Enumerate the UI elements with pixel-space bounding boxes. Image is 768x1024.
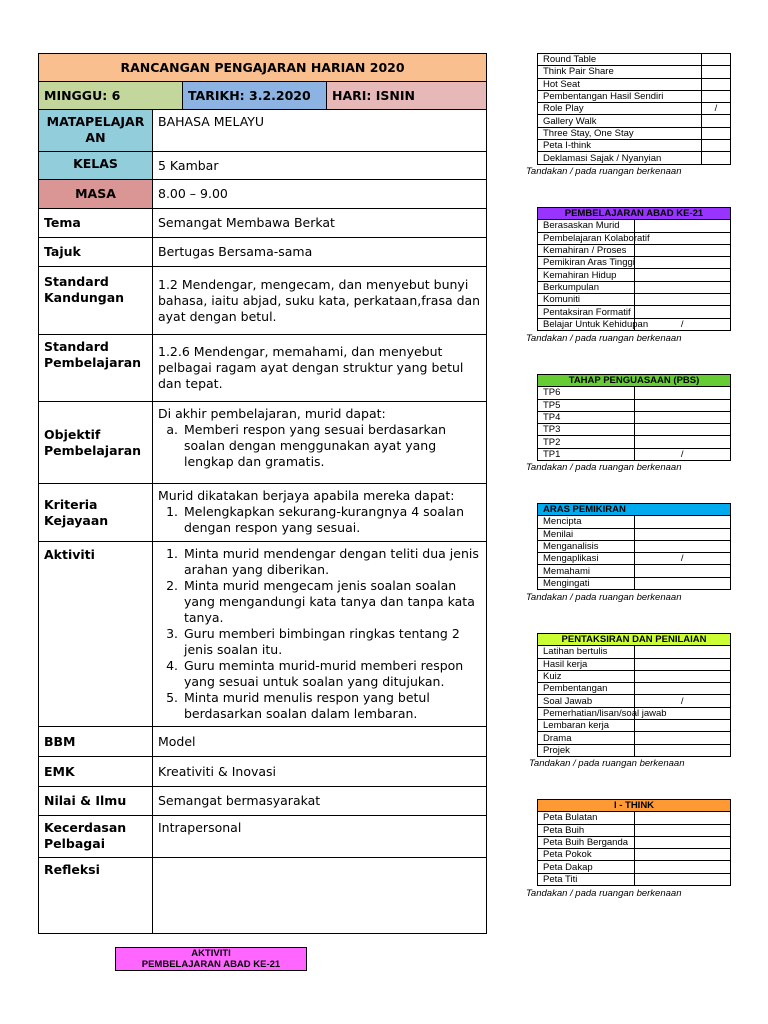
- checklist-item-label: Belajar Untuk Kehidupan: [538, 318, 635, 330]
- checklist-item-label: Peta Dakap: [538, 861, 635, 873]
- checklist-row: [538, 140, 731, 152]
- checklist-row: [538, 436, 731, 448]
- checklist-row: [538, 127, 731, 139]
- checklist-item-label: Menganalisis: [538, 540, 635, 552]
- checklist-mark-cell[interactable]: /: [702, 103, 731, 115]
- checklist-row: [538, 540, 731, 552]
- checklist-mark-cell[interactable]: [702, 54, 731, 66]
- criteria-label: Kriteria Kejayaan: [39, 484, 153, 542]
- pbs-header: TAHAP PENGUASAAN (PBS): [538, 375, 731, 387]
- checklist-item-label: Deklamasi Sajak / Nyanyian: [538, 152, 702, 164]
- mark-instruction-note: Tandakan / pada ruangan berkenaan: [526, 462, 682, 473]
- checklist-mark-cell[interactable]: [634, 720, 731, 732]
- checklist-mark-cell[interactable]: [702, 115, 731, 127]
- checklist-item-label: Soal Jawab: [538, 695, 635, 707]
- criteria-list: [158, 504, 481, 536]
- checklist-item-label: TP6: [538, 387, 635, 399]
- checklist-row: [538, 670, 731, 682]
- checklist-row: [538, 695, 731, 707]
- checklist-row: [538, 294, 731, 306]
- activities-list: [158, 546, 481, 722]
- checklist-mark-cell[interactable]: [634, 836, 731, 848]
- checklist-item-label: Komuniti: [538, 294, 635, 306]
- checklist-mark-cell[interactable]: [634, 683, 731, 695]
- checklist-mark-cell[interactable]: [634, 658, 731, 670]
- time-value: 8.00 – 9.00: [153, 180, 487, 209]
- checklist-item-label: Hasil kerja: [538, 658, 635, 670]
- checklist-item-label: Drama: [538, 732, 635, 744]
- checklist-item-label: TP3: [538, 424, 635, 436]
- checklist-item-label: Round Table: [538, 54, 702, 66]
- topic-label: Tajuk: [39, 238, 153, 267]
- checklist-row: [538, 399, 731, 411]
- checklist-row: [538, 516, 731, 528]
- checklist-mark-cell[interactable]: [702, 152, 731, 164]
- checklist-row: [538, 646, 731, 658]
- assessment-header: PENTAKSIRAN DAN PENILAIAN: [538, 634, 731, 646]
- activities-cell: [153, 542, 487, 727]
- checklist-mark-cell[interactable]: [634, 577, 731, 589]
- checklist-row: [538, 528, 731, 540]
- checklist-mark-cell[interactable]: [634, 861, 731, 873]
- checklist-row: [538, 269, 731, 281]
- checklist-mark-cell[interactable]: [634, 281, 731, 293]
- bbm-label: BBM: [39, 727, 153, 757]
- checklist-mark-cell[interactable]: [634, 516, 731, 528]
- checklist-row: [538, 577, 731, 589]
- ithink-header: I - THINK: [538, 800, 731, 812]
- activity-item: 4. Guru meminta murid-murid memberi respon yang sesuai untuk soalan yang ditujukan.: [182, 658, 481, 690]
- checklist-row: [538, 232, 731, 244]
- checklist-mark-cell[interactable]: [634, 294, 731, 306]
- checklist-mark-cell[interactable]: [634, 306, 731, 318]
- checklist-row: [538, 658, 731, 670]
- checklist-item-label: Kemahiran / Proses: [538, 244, 635, 256]
- learning-standard-label: Standard Pembelajaran: [39, 335, 153, 402]
- reflection-value: [153, 858, 487, 934]
- checklist-mark-cell[interactable]: [634, 244, 731, 256]
- date-field: TARIKH: 3.2.2020: [183, 82, 327, 110]
- checklist-row: [538, 744, 731, 756]
- checklist-row: [538, 90, 731, 102]
- criteria-intro: Murid dikatakan berjaya apabila mereka dapat:: [158, 488, 455, 503]
- checklist-mark-cell[interactable]: [634, 565, 731, 577]
- checklist-mark-cell[interactable]: [634, 824, 731, 836]
- checklist-row: [538, 103, 731, 115]
- checklist-item-label: Kemahiran Hidup: [538, 269, 635, 281]
- checklist-mark-cell[interactable]: [702, 90, 731, 102]
- checklist-item-label: Mengingati: [538, 577, 635, 589]
- checklist-item-label: Mengaplikasi: [538, 553, 635, 565]
- checklist-row: [538, 281, 731, 293]
- checklist-row: [538, 152, 731, 164]
- mark-instruction-note: Tandakan / pada ruangan berkenaan: [526, 888, 682, 899]
- checklist-row: [538, 387, 731, 399]
- checklist-row: [538, 565, 731, 577]
- checklist-item-label: Think Pair Share: [538, 66, 702, 78]
- checklist-row: [538, 448, 731, 460]
- content-standard-label: Standard Kandungan: [39, 267, 153, 335]
- checklist-item-label: Hot Seat: [538, 78, 702, 90]
- checklist-mark-cell[interactable]: [634, 411, 731, 423]
- time-label: MASA: [39, 180, 153, 209]
- checklist-row: [538, 732, 731, 744]
- checklist-mark-cell[interactable]: [634, 220, 731, 232]
- criteria-cell: [153, 484, 487, 542]
- checklist-item-label: Pemikiran Aras Tinggi: [538, 257, 635, 269]
- checklist-mark-cell[interactable]: [634, 873, 731, 885]
- thinking-level-checklist: [537, 503, 731, 590]
- checklist-mark-cell[interactable]: [634, 269, 731, 281]
- checklist-row: [538, 220, 731, 232]
- checklist-row: [538, 306, 731, 318]
- pbs-checklist: [537, 374, 731, 461]
- checklist-item-label: TP4: [538, 411, 635, 423]
- checklist-item-label: Latihan bertulis: [538, 646, 635, 658]
- abad21-activity-label: [115, 947, 307, 971]
- checklist-mark-cell[interactable]: [702, 127, 731, 139]
- checklist-item-label: Menilai: [538, 528, 635, 540]
- checklist-row: [538, 720, 731, 732]
- week-field: MINGGU: 6: [39, 82, 183, 110]
- checklist-item-label: Peta Pokok: [538, 849, 635, 861]
- checklist-row: [538, 257, 731, 269]
- checklist-item-label: Projek: [538, 744, 635, 756]
- checklist-row: [538, 78, 731, 90]
- checklist-mark-cell[interactable]: [634, 528, 731, 540]
- activity-item: 3. Guru memberi bimbingan ringkas tentang 2 jenis soalan itu.: [182, 626, 481, 658]
- checklist-item-label: Peta I-think: [538, 140, 702, 152]
- checklist-row: [538, 849, 731, 861]
- checklist-mark-cell[interactable]: [634, 540, 731, 552]
- assessment-checklist: [537, 633, 731, 757]
- checklist-row: [538, 553, 731, 565]
- checklist-mark-cell[interactable]: /: [634, 448, 731, 460]
- checklist-row: [538, 424, 731, 436]
- checklist-row: [538, 824, 731, 836]
- day-field: HARI: ISNIN: [327, 82, 487, 110]
- checklist-item-label: Peta Buih Berganda: [538, 836, 635, 848]
- checklist-mark-cell[interactable]: [634, 732, 731, 744]
- checklist-row: [538, 318, 731, 330]
- intelligence-label: Kecerdasan Pelbagai: [39, 816, 153, 858]
- checklist-item-label: Pemerhatian/lisan/soal jawab: [538, 707, 635, 719]
- mark-instruction-note: Tandakan / pada ruangan berkenaan: [526, 166, 682, 177]
- checklist-row: [538, 861, 731, 873]
- checklist-row: [538, 707, 731, 719]
- reflection-label: Refleksi: [39, 858, 153, 934]
- checklist-mark-cell[interactable]: [634, 399, 731, 411]
- bbm-value: Model: [153, 727, 487, 757]
- checklist-item-label: Pembentangan: [538, 683, 635, 695]
- emk-value: Kreativiti & Inovasi: [153, 757, 487, 787]
- abad21-activity-line2: PEMBELAJARAN ABAD KE-21: [141, 959, 281, 970]
- checklist-item-label: Mencipta: [538, 516, 635, 528]
- plan-title: RANCANGAN PENGAJARAN HARIAN 2020: [39, 54, 487, 82]
- mark-instruction-note: Tandakan / pada ruangan berkenaan: [526, 592, 682, 603]
- objective-item: a. Memberi respon yang sesuai berdasarkan soalan dengan menggunakan ayat yang lengkap dan gramatis.: [182, 422, 481, 470]
- checklist-item-label: Memahami: [538, 565, 635, 577]
- values-label: Nilai & Ilmu: [39, 787, 153, 816]
- mark-instruction-note: Tandakan / pada ruangan berkenaan: [529, 758, 685, 769]
- objective-label: Objektif Pembelajaran: [39, 402, 153, 484]
- theme-value: Semangat Membawa Berkat: [153, 209, 487, 238]
- checklist-item-label: Lembaran kerja: [538, 720, 635, 732]
- lesson-plan-table: [38, 53, 487, 934]
- checklist-item-label: Peta Titi: [538, 873, 635, 885]
- checklist-mark-cell[interactable]: /: [634, 318, 731, 330]
- checklist-item-label: TP2: [538, 436, 635, 448]
- checklist-row: [538, 411, 731, 423]
- checklist-row: [538, 683, 731, 695]
- checklist-mark-cell[interactable]: [634, 424, 731, 436]
- class-label: KELAS: [39, 152, 153, 180]
- abad21-activity-line1: AKTIVITI: [191, 948, 231, 959]
- content-standard-value: 1.2 Mendengar, mengecam, dan menyebut bunyi bahasa, iaitu abjad, suku kata, perkataan,frasa dan ayat dengan betul.: [153, 267, 487, 335]
- checklist-mark-cell[interactable]: [634, 646, 731, 658]
- strategies-checklist: [537, 53, 731, 165]
- checklist-row: [538, 54, 731, 66]
- checklist-item-label: Berkumpulan: [538, 281, 635, 293]
- checklist-mark-cell[interactable]: [634, 849, 731, 861]
- checklist-item-label: TP1: [538, 448, 635, 460]
- thinking-header: ARAS PEMIKIRAN: [538, 504, 731, 516]
- checklist-item-label: Pembelajaran Kolaboratif: [538, 232, 635, 244]
- subject-value: BAHASA MELAYU: [153, 110, 487, 152]
- abad21-header: PEMBELAJARAN ABAD KE-21: [538, 208, 731, 220]
- class-value: 5 Kambar: [153, 152, 487, 180]
- checklist-item-label: Gallery Walk: [538, 115, 702, 127]
- checklist-mark-cell[interactable]: [634, 670, 731, 682]
- theme-label: Tema: [39, 209, 153, 238]
- objective-intro: Di akhir pembelajaran, murid dapat:: [158, 406, 386, 421]
- checklist-item-label: Pembentangan Hasil Sendiri: [538, 90, 702, 102]
- ithink-checklist: [537, 799, 731, 886]
- checklist-mark-cell[interactable]: [634, 744, 731, 756]
- checklist-row: [538, 836, 731, 848]
- checklist-row: [538, 244, 731, 256]
- abad21-checklist: [537, 207, 731, 331]
- learning-standard-value: 1.2.6 Mendengar, memahami, dan menyebut pelbagai ragam ayat dengan struktur yang betul dan tepat.: [153, 335, 487, 402]
- checklist-mark-cell[interactable]: [702, 78, 731, 90]
- subject-label: MATAPELAJARAN: [39, 110, 153, 152]
- checklist-row: [538, 66, 731, 78]
- checklist-item-label: Peta Buih: [538, 824, 635, 836]
- checklist-mark-cell[interactable]: [634, 387, 731, 399]
- checklist-mark-cell[interactable]: /: [634, 553, 731, 565]
- objective-cell: [153, 402, 487, 484]
- checklist-mark-cell[interactable]: [634, 812, 731, 824]
- checklist-mark-cell[interactable]: [702, 66, 731, 78]
- checklist-item-label: Role Play: [538, 103, 702, 115]
- checklist-item-label: Kuiz: [538, 670, 635, 682]
- activity-item: 2. Minta murid mengecam jenis soalan soalan yang mengandungi kata tanya dan tanpa kata tanya.: [182, 578, 481, 626]
- topic-value: Bertugas Bersama-sama: [153, 238, 487, 267]
- checklist-item-label: Pentaksiran Formatif: [538, 306, 635, 318]
- checklist-item-label: Berasaskan Murid: [538, 220, 635, 232]
- checklist-row: [538, 873, 731, 885]
- checklist-row: [538, 812, 731, 824]
- checklist-mark-cell[interactable]: /: [634, 695, 731, 707]
- checklist-mark-cell[interactable]: [702, 140, 731, 152]
- checklist-item-label: Peta Bulatan: [538, 812, 635, 824]
- activity-item: 1. Minta murid mendengar dengan teliti dua jenis arahan yang diberikan.: [182, 546, 481, 578]
- activity-item: 5. Minta murid menulis respon yang betul berdasarkan soalan dalam lembaran.: [182, 690, 481, 722]
- activities-label: Aktiviti: [39, 542, 153, 727]
- intelligence-value: Intrapersonal: [153, 816, 487, 858]
- checklist-mark-cell[interactable]: [634, 257, 731, 269]
- emk-label: EMK: [39, 757, 153, 787]
- checklist-mark-cell[interactable]: [634, 436, 731, 448]
- values-value: Semangat bermasyarakat: [153, 787, 487, 816]
- checklist-item-label: TP5: [538, 399, 635, 411]
- checklist-row: [538, 115, 731, 127]
- criteria-item: 1. Melengkapkan sekurang-kurangnya 4 soalan dengan respon yang sesuai.: [182, 504, 481, 536]
- objective-list: [158, 422, 481, 470]
- checklist-item-label: Three Stay, One Stay: [538, 127, 702, 139]
- mark-instruction-note: Tandakan / pada ruangan berkenaan: [526, 333, 682, 344]
